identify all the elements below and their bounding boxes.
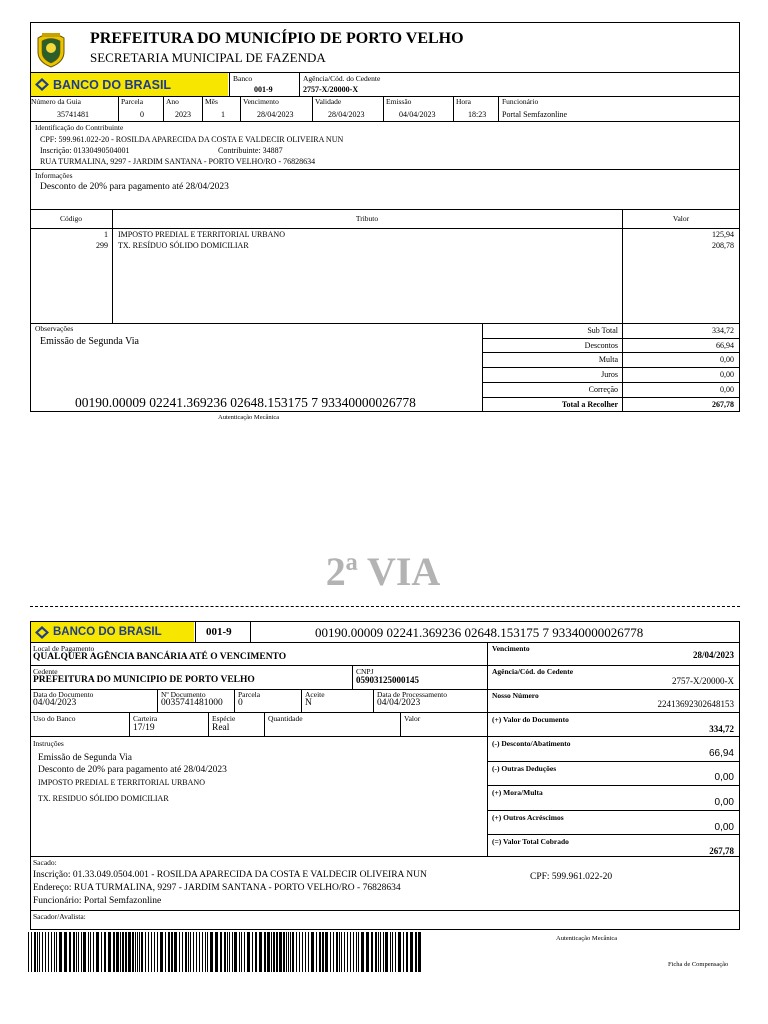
barcode-bar <box>48 932 49 972</box>
barcode-bar <box>125 932 127 972</box>
boleto-parcela-label: Parcela <box>238 690 261 699</box>
barcode-bar <box>93 932 94 972</box>
vencimento-label: Vencimento <box>243 97 279 106</box>
barcode-bar <box>267 932 270 972</box>
barcode-bar <box>76 932 77 972</box>
agencia-label: Agência/Cód. do Cedente <box>303 74 381 83</box>
boleto-sacador-label: Sacador/Avalista: <box>33 912 86 921</box>
barcode-bar <box>215 932 218 972</box>
barcode-bar <box>56 932 57 972</box>
boleto-nosso-numero-label: Nosso Número <box>492 691 539 700</box>
boleto-desconto-label: (-) Desconto/Abatimento <box>492 739 571 748</box>
boleto-sacado-inscricao: Inscrição: 01.33.049.0504.001 - ROSILDA APARECIDA DA COSTA E VALDECIR OLIVEIRA NUN <box>33 870 427 880</box>
boleto-especie-label: Espécie <box>212 714 236 723</box>
barcode-bar <box>410 932 413 972</box>
total-value: 66,94 <box>716 341 734 350</box>
boleto-cobrado-value: 267,78 <box>709 846 734 856</box>
barcode-bar <box>341 932 342 972</box>
barcode-bar <box>160 932 163 972</box>
barcode-bar <box>276 932 278 972</box>
boleto-vencimento-value: 28/04/2023 <box>692 650 734 660</box>
boleto-outras-deducoes-label: (-) Outras Deduções <box>492 764 557 773</box>
barcode-bar <box>182 932 183 972</box>
col-header-valor: Valor <box>672 214 690 223</box>
informacoes-text: Desconto de 20% para pagamento até 28/04/2023 <box>40 182 229 192</box>
barcode-bar <box>336 932 338 972</box>
barcode-bar <box>69 932 71 972</box>
barcode-bar <box>252 932 253 972</box>
ano-value: 2023 <box>175 110 191 119</box>
boleto-sacado-funcionario: Funcionário: Portal Semfazonline <box>33 896 162 906</box>
boleto-sacado-endereco: Endereço: RUA TURMALINA, 9297 - JARDIM SANTANA - PORTO VELHO/RO - 76828634 <box>33 883 401 893</box>
col-header-tributo: Tributo <box>355 214 379 223</box>
barcode-bar <box>311 932 314 972</box>
barcode-bar <box>308 932 309 972</box>
barcode-bar <box>283 932 285 972</box>
boleto-desconto-value: 66,94 <box>708 748 734 759</box>
contribuinte-codigo: Contribuinte: 34887 <box>218 146 283 155</box>
barcode-bar <box>37 932 38 972</box>
numero-guia-label: Número da Guia <box>31 97 81 106</box>
page-subtitle: SECRETARIA MUNICIPAL DE FAZENDA <box>90 50 326 65</box>
total-label: Multa <box>598 355 618 364</box>
barcode-bar <box>141 932 143 972</box>
barcode-bar <box>344 932 345 972</box>
bank-logo-icon <box>35 78 49 91</box>
barcode-bar <box>202 932 203 972</box>
barcode-bar <box>179 932 180 972</box>
parcela-label: Parcela <box>121 97 144 106</box>
barcode-bar <box>290 932 291 972</box>
barcode-bar <box>207 932 208 972</box>
agencia-value: 2757-X/20000-X <box>303 85 359 94</box>
barcode-bar <box>378 932 379 972</box>
barcode-bar <box>299 932 300 972</box>
boleto-carteira-label: Carteira <box>133 714 158 723</box>
barcode-bar <box>132 932 134 972</box>
boleto-instrucoes-3: IMPOSTO PREDIAL E TERRITORIAL URBANO <box>38 778 205 787</box>
autenticacao-mecanica: Autenticação Mecânica <box>218 414 280 421</box>
barcode-bar <box>31 932 32 972</box>
boleto-carteira-value: 17/19 <box>133 723 155 733</box>
barcode-bar <box>196 932 197 972</box>
bank-logo <box>31 73 228 96</box>
barcode-bar <box>319 932 321 972</box>
boleto-data-proc-value: 04/04/2023 <box>377 698 421 708</box>
barcode-bar <box>322 932 324 972</box>
barcode-bar <box>288 932 289 972</box>
boleto-local-value: QUALQUER AGÊNCIA BANCÁRIA ATÉ O VENCIMENTO <box>33 652 287 662</box>
barcode-bar <box>148 932 149 972</box>
contribuinte-endereco: RUA TURMALINA, 9297 - JARDIM SANTANA - PORTO VELHO/RO - 76828634 <box>40 157 316 166</box>
tributo-codigo: 299 <box>96 241 108 250</box>
boleto-valor-doc-value: 334,72 <box>709 724 734 734</box>
total-label: Correção <box>588 385 618 394</box>
barcode-bar <box>210 932 213 972</box>
bank-logo-text: BANCO DO BRASIL <box>53 77 172 92</box>
funcionario-label: Funcionário <box>502 97 539 106</box>
barcode-bar <box>135 932 136 972</box>
boleto-agencia-value: 2757-X/20000-X <box>672 676 734 686</box>
bank-logo-text: BANCO DO BRASIL <box>53 626 162 638</box>
barcode-bar <box>271 932 272 972</box>
boleto-acrescimos-label: (+) Outros Acréscimos <box>492 813 564 822</box>
boleto-instrucoes-label: Instruções <box>33 739 64 748</box>
boleto-linha-digitavel: 00190.00009 02241.369236 02648.153175 7 93340000026778 <box>315 625 644 640</box>
barcode-bar <box>255 932 257 972</box>
barcode-bar <box>418 932 421 972</box>
boleto-data-doc-value: 04/04/2023 <box>33 698 77 708</box>
vencimento-value: 28/04/2023 <box>257 110 294 119</box>
barcode-bar <box>171 932 173 972</box>
barcode-bar <box>188 932 189 972</box>
barcode-bar <box>406 932 408 972</box>
informacoes-label: Informações <box>35 171 73 180</box>
barcode-bar <box>28 932 29 972</box>
parcela-value: 0 <box>140 110 144 119</box>
barcode-bar <box>302 932 303 972</box>
barcode-bar <box>59 932 62 972</box>
barcode-bar <box>259 932 262 972</box>
barcode-bar <box>361 932 364 972</box>
barcode-bar <box>64 932 67 972</box>
barcode-bar <box>358 932 359 972</box>
validade-label: Validade <box>315 97 342 106</box>
barcode-bar <box>45 932 46 972</box>
barcode-bar <box>193 932 194 972</box>
emissao-value: 04/04/2023 <box>399 110 436 119</box>
municipal-crest-icon <box>34 30 68 68</box>
barcode-bar <box>88 932 89 972</box>
boleto-data-proc-label: Data de Processamento <box>377 690 447 699</box>
boleto-instrucoes-2: Desconto de 20% para pagamento até 28/04/2023 <box>38 765 227 775</box>
barcode-bar <box>185 932 187 972</box>
tributo-nome: IMPOSTO PREDIAL E TERRITORIAL URBANO <box>118 230 285 239</box>
boleto-mora-value: 0,00 <box>714 797 734 808</box>
banco-label: Banco <box>233 74 253 83</box>
boleto-mora-label: (+) Mora/Multa <box>492 788 543 797</box>
barcode-bar <box>154 932 155 972</box>
col-header-codigo: Código <box>59 214 83 223</box>
barcode-bar <box>165 932 166 972</box>
total-label: Sub Total <box>587 326 618 335</box>
boleto-uso-banco-label: Uso do Banco <box>33 714 76 723</box>
barcode-bar <box>356 932 357 972</box>
barcode-bar <box>190 932 191 972</box>
barcode-bar <box>232 932 233 972</box>
barcode-bar <box>316 932 317 972</box>
barcode-bar <box>73 932 75 972</box>
observacoes-label: Observações <box>35 324 74 333</box>
boleto-nosso-numero-value: 22413692302648153 <box>657 699 734 709</box>
barcode-bar <box>325 932 328 972</box>
barcode-bar <box>174 932 177 972</box>
barcode-bar <box>51 932 52 972</box>
boleto-vencimento-label: Vencimento <box>492 644 530 653</box>
tributo-codigo: 1 <box>104 230 108 239</box>
barcode-bar <box>42 932 43 972</box>
validade-value: 28/04/2023 <box>328 110 365 119</box>
barcode-bar <box>395 932 396 972</box>
barcode-bar <box>296 932 297 972</box>
total-value: 0,00 <box>720 355 734 364</box>
boleto-parcela-value: 0 <box>238 698 243 708</box>
barcode-bar <box>120 932 121 972</box>
barcode-bar <box>108 932 111 972</box>
boleto-especie-value: Real <box>212 723 230 733</box>
barcode-bar <box>168 932 170 972</box>
barcode-bar <box>199 932 200 972</box>
contribuinte-label: Identificação do Contribuinte <box>35 123 124 132</box>
tributo-nome: TX. RESÍDUO SÓLIDO DOMICILIAR <box>118 241 249 250</box>
total-label: Descontos <box>584 341 618 350</box>
barcode-bar <box>234 932 237 972</box>
hora-value: 18:23 <box>468 110 487 119</box>
boleto-sacado-cpf: CPF: 599.961.022-20 <box>530 872 613 882</box>
boleto-sacado-label: Sacado: <box>33 858 57 867</box>
boleto-instrucoes-1: Emissão de Segunda Via <box>38 753 132 763</box>
barcode-bar <box>227 932 228 972</box>
barcode-bar <box>383 932 384 972</box>
total-recolher-value: 267,78 <box>712 400 734 409</box>
barcode-bar <box>116 932 119 972</box>
barcode-bar <box>390 932 391 972</box>
boleto-cedente-value: PREFEITURA DO MUNICIPIO DE PORTO VELHO <box>33 675 255 685</box>
boleto-autenticacao: Autenticação Mecânica <box>556 935 618 942</box>
boleto-valor-label: Valor <box>404 714 421 723</box>
barcode-bar <box>375 932 377 972</box>
linha-digitavel: 00190.00009 02241.369236 02648.153175 7 93340000026778 <box>75 395 416 410</box>
boleto-local-label: Local de Pagamento <box>33 644 95 653</box>
barcode-bar <box>385 932 388 972</box>
barcode <box>28 932 426 972</box>
barcode-bar <box>104 932 106 972</box>
boleto-valor-doc-label: (+) Valor do Documento <box>492 715 569 724</box>
boleto-outras-deducoes-value: 0,00 <box>714 772 734 783</box>
boleto-banco-code: 001-9 <box>206 626 232 638</box>
barcode-bar <box>205 932 206 972</box>
boleto-cnpj-value: 05903125000145 <box>356 675 419 685</box>
barcode-bar <box>54 932 55 972</box>
banco-value: 001-9 <box>254 85 273 94</box>
boleto-bank-logo <box>31 622 194 642</box>
observacoes-text: Emissão de Segunda Via <box>40 336 139 347</box>
segunda-via-stamp: 2ª VIA <box>325 549 441 594</box>
barcode-bar <box>333 932 334 972</box>
barcode-bar <box>380 932 381 972</box>
cut-line <box>30 606 740 607</box>
barcode-bar <box>78 932 79 972</box>
barcode-bar <box>264 932 266 972</box>
barcode-bar <box>244 932 245 972</box>
page-title: PREFEITURA DO MUNICÍPIO DE PORTO VELHO <box>90 30 464 47</box>
total-value: 334,72 <box>712 326 734 335</box>
barcode-bar <box>279 932 282 972</box>
barcode-bar <box>137 932 138 972</box>
boleto-cnpj-label: CNPJ <box>356 667 374 676</box>
barcode-bar <box>101 932 102 972</box>
barcode-bar <box>34 932 36 972</box>
barcode-bar <box>39 932 40 972</box>
boleto-quantidade-label: Quantidade <box>268 714 303 723</box>
barcode-bar <box>305 932 306 972</box>
boleto-acrescimos-value: 0,00 <box>714 822 734 833</box>
barcode-bar <box>339 932 340 972</box>
funcionario-value: Portal Semfazonline <box>502 110 568 119</box>
barcode-bar <box>292 932 294 972</box>
total-value: 0,00 <box>720 370 734 379</box>
barcode-bar <box>145 932 146 972</box>
ano-label: Ano <box>166 97 179 106</box>
barcode-bar <box>229 932 230 972</box>
total-value: 0,00 <box>720 385 734 394</box>
boleto-ficha-compensacao: Ficha de Compensação <box>668 961 729 968</box>
barcode-bar <box>403 932 404 972</box>
barcode-bar <box>151 932 152 972</box>
barcode-bar <box>347 932 348 972</box>
tributo-valor: 208,78 <box>712 241 734 250</box>
barcode-bar <box>83 932 86 972</box>
total-recolher-label: Total a Recolher <box>561 400 618 409</box>
barcode-bar <box>353 932 354 972</box>
barcode-bar <box>366 932 369 972</box>
barcode-bar <box>139 932 140 972</box>
barcode-bar <box>273 932 275 972</box>
boleto-cedente-label: Cedente <box>33 667 58 676</box>
boleto-instrucoes-4: TX. RESIDUO SÓLIDO DOMICILIAR <box>38 794 169 803</box>
total-label: Juros <box>601 370 618 379</box>
barcode-bar <box>241 932 242 972</box>
boleto-agencia-label: Agência/Cód. do Cedente <box>492 667 574 676</box>
barcode-bar <box>239 932 240 972</box>
emissao-label: Emissão <box>386 97 412 106</box>
barcode-bar <box>128 932 131 972</box>
barcode-bar <box>81 932 82 972</box>
barcode-bar <box>392 932 393 972</box>
boleto-aceite-label: Aceite <box>305 690 325 699</box>
contribuinte-cpf: CPF: 599.961.022-20 - ROSILDA APARECIDA DA COSTA E VALDECIR OLIVEIRA NUN <box>40 135 344 144</box>
numero-guia-value: 35741481 <box>57 110 89 119</box>
barcode-bar <box>122 932 124 972</box>
boleto-data-doc-label: Data do Documento <box>33 690 94 699</box>
barcode-bar <box>371 932 373 972</box>
barcode-bar <box>286 932 287 972</box>
boleto-cobrado-label: (=) Valor Total Cobrado <box>492 837 569 846</box>
mes-label: Mês <box>205 97 218 106</box>
barcode-bar <box>350 932 351 972</box>
barcode-bar <box>330 932 331 972</box>
boleto-n-doc-value: 0035741481000 <box>161 698 223 708</box>
mes-value: 1 <box>221 110 225 119</box>
boleto-aceite-value: N <box>305 698 312 708</box>
hora-label: Hora <box>456 97 471 106</box>
tributo-valor: 125,94 <box>712 230 734 239</box>
barcode-bar <box>157 932 158 972</box>
barcode-bar <box>90 932 91 972</box>
bank-logo-icon <box>35 626 49 639</box>
barcode-bar <box>398 932 401 972</box>
barcode-bar <box>247 932 250 972</box>
barcode-bar <box>220 932 222 972</box>
barcode-bar <box>224 932 226 972</box>
barcode-bar <box>113 932 115 972</box>
barcode-bar <box>415 932 417 972</box>
boleto-n-doc-label: Nº Documento <box>161 690 206 699</box>
barcode-bar <box>96 932 99 972</box>
contribuinte-inscricao: Inscrição: 01330490504001 <box>40 146 130 155</box>
